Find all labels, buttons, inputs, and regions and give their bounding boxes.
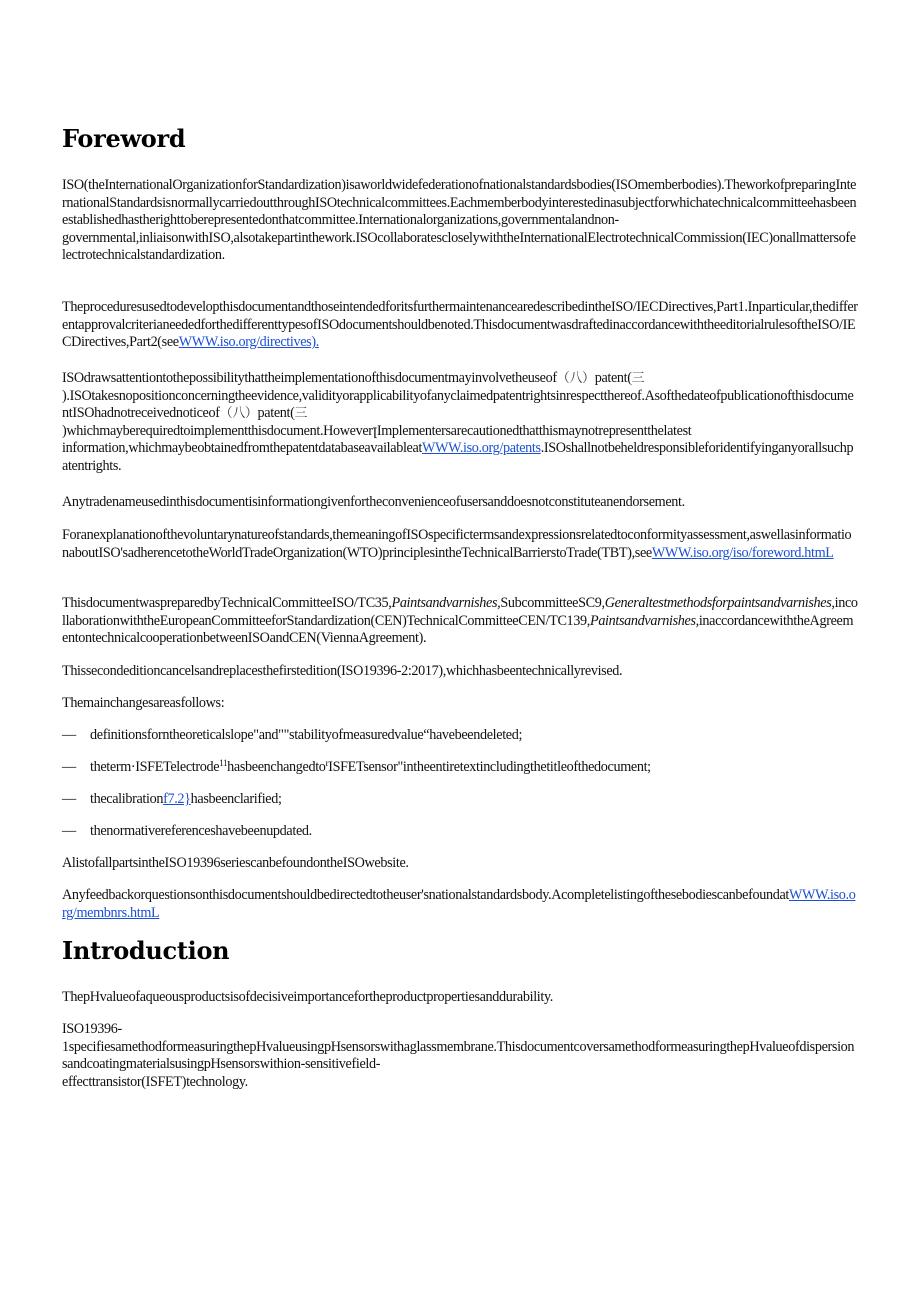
dash-bullet: — xyxy=(62,759,76,775)
patent-text-c: ).ISOtakesnopositionconcerningtheevidence,validityorapplicabilityofanyclaimedpatentrightsinrespectthereof.AsofthedateofpublicationofthisdocumentISOhadnotreceivednoticeof xyxy=(62,387,854,422)
foreword-paragraph-8: Themainchangesareasfollows: xyxy=(62,695,225,711)
garbled-glyph: （八） xyxy=(556,371,595,386)
list-item-text: thenormativereferenceshavebeenupdated. xyxy=(90,823,312,839)
patent-text-a: ISOdrawsattentiontothepossibilitythattheimplementationofthisdocumentmayinvolvetheuseof xyxy=(62,370,557,386)
foreword-p6-text-b: SubcommitteeSC9, xyxy=(500,595,605,611)
list-item-text: hasbeenclarified; xyxy=(190,791,282,807)
changes-list-item-2 xyxy=(62,759,858,777)
foreword-heading: Foreword xyxy=(62,124,186,153)
patent-text-e: )whichmayberequiredtoimplementthisdocument.HoweverꞁImplementersarecautionedthatthismaynotrepresentthelatest xyxy=(62,422,692,439)
foreword-paragraph-10 xyxy=(62,887,858,922)
foreword-paragraph-9: AlistofallpartsintheISO19396seriescanbefoundontheISOwebsite. xyxy=(62,855,409,871)
list-item-text: definitionsforntheoreticalslope"and""stabilityofmeasuredvalue“havebeendeleted; xyxy=(90,727,523,743)
foreword-paragraph-1 xyxy=(62,177,858,265)
garbled-glyph: （八） xyxy=(219,406,258,422)
foreword-paragraph-2 xyxy=(62,299,858,352)
foreword-paragraph-4: Anytradenameusedinthisdocumentisinformationgivenfortheconvenienceofusersanddoesnotconstituteanendorsement. xyxy=(62,494,685,510)
patents-link[interactable]: WWW.iso.org/patents xyxy=(422,440,541,457)
changes-list-item-1 xyxy=(62,727,858,745)
foreword-p2-text: TheproceduresusedtodevelopthisdocumentandthoseintendedforitsfurthermaintenancearedescribedintheISO/IECDirectives,Part1.Inparticular,thedifferentapprovalcriterianeededforthedifferenttypesofISOdocumentshouldbenoted.ThisdocumentwasdraftedinaccordancewiththeeditorialrulesoftheISO/IECDirectives,Part2(see xyxy=(62,299,858,351)
introduction-paragraph-1: ThepHvalueofaqueousproductsisofdecisiveimportancefortheproductpropertiesanddurability. xyxy=(62,989,553,1005)
changes-list-item-4 xyxy=(62,823,858,841)
foreword-p10-text: Anyfeedbackorquestionsonthisdocumentshouldbedirectedtotheuser'snationalstandardsbody.Acompletelistingofthesebodiescanbefoundat xyxy=(62,887,790,903)
list-item-text: ISFETsensor"intheentiretextincludingthetitleofthedocument; xyxy=(328,759,651,775)
introduction-paragraph-2 xyxy=(62,1021,858,1091)
dash-bullet: — xyxy=(62,791,76,807)
patent-text-g: .ISOshallnotbeheldresponsibleforidentifyinganyorallsuchpatentrights. xyxy=(62,440,854,474)
foreword-p5-text: Foranexplanationofthevoluntarynatureofstandards,themeaningofISOspecifictermsandexpressionsrelatedtoconformityassessment,aswellasinformationaboutISO'sadherencetotheWorldTradeOrganization(WTO)principlesintheTechnicalBarrierstoTrade(TBT),see xyxy=(62,527,852,561)
list-item-text: hasbeenchangedto xyxy=(227,759,326,775)
superscript-mark: 11 xyxy=(219,758,228,768)
patent-text-b: patent( xyxy=(594,370,632,386)
introduction-heading: Introduction xyxy=(62,936,230,965)
superscript-mark: r xyxy=(325,758,329,768)
foreword-paragraph-6 xyxy=(62,595,858,648)
calibration-section-link[interactable]: f7.2} xyxy=(163,791,191,807)
list-item-text: theterm·ISFETelectrode xyxy=(90,759,220,775)
foreword-p6-text-a: ThisdocumentwaspreparedbyTechnicalCommitteeISO/TC35, xyxy=(62,595,392,611)
garbled-glyph: 三 xyxy=(294,406,308,422)
foreword-paragraph-5 xyxy=(62,527,858,562)
foreword-p6-text-d: inaccordancewiththeAgreementontechnicalcooperationbetweenISOandCEN(ViennaAgreement). xyxy=(62,612,854,647)
patent-text-d: patent( xyxy=(257,405,295,422)
patent-text-f: information,whichmaybeobtainedfromthepatentdatabaseavailableat xyxy=(62,440,423,457)
foreword-paragraph-7: Thissecondeditioncancelsandreplacesthefirstedition(ISO19396-2:2017),whichhasbeentechnicallyrevised. xyxy=(62,663,623,679)
garbled-glyph: 三 xyxy=(631,371,645,386)
intro-p2-text-c: effecttransistor(ISFET)technology. xyxy=(62,1073,248,1090)
dash-bullet: — xyxy=(62,727,76,743)
subcommittee-title-italic: Generaltestmethodsforpaintsandvarnishes, xyxy=(604,595,835,611)
foreword-paragraph-3 xyxy=(62,370,858,476)
foreword-link[interactable]: WWW.iso.org/iso/foreword.htmL xyxy=(651,544,834,561)
committee-title-italic: Paintsandvarnishes, xyxy=(391,595,501,611)
cen-committee-title-italic: Paintsandvarnishes, xyxy=(590,612,699,629)
changes-list-item-3 xyxy=(62,791,858,809)
directives-link[interactable]: WWW.iso.org/directives). xyxy=(178,334,319,351)
foreword-p1b-text: governmental,inliaisonwithISO,alsotakepartinthework.ISOcollaboratescloselywiththeInternationalElectrotechnicalCommission(IEC)onallmattersofelectrotechnicalstandardization. xyxy=(62,229,856,264)
intro-p2-text-a: ISO19396- xyxy=(62,1021,122,1037)
members-link[interactable]: WWW.iso.org/membnrs.htmL xyxy=(62,887,856,921)
intro-p2-text-b: 1specifiesamethodformeasuringthepHvalueusingpHsensorswithaglassmembrane.ThisdocumentcoversamethodformeasuringthepHvalueofdispersionsandcoatingmaterialsusingpHsensorswithion-sensitivefield- xyxy=(62,1038,855,1073)
dash-bullet: — xyxy=(62,823,76,839)
foreword-p1-text: ISO(theInternationalOrganizationforStandardization)isaworldwidefederationofnationalstandardsbodies(ISOmemberbodies).TheworkofpreparingInternationalStandardsisnormallycarriedoutthroughISOtechnicalcommittees.Eachmemberbodyinterestedinasubjectforwhichatechnicalcommitteehasbeenestablishedhastherighttoberepresentedonthatcommittee.Internationalorganizations,governmentalandnon- xyxy=(62,177,857,229)
list-item-text: thecalibration xyxy=(90,791,164,807)
foreword-p6-text-c: incollaborationwiththeEuropeanCommitteeforStandardization(CEN)TechnicalCommitteeCEN/TC139, xyxy=(62,595,858,629)
